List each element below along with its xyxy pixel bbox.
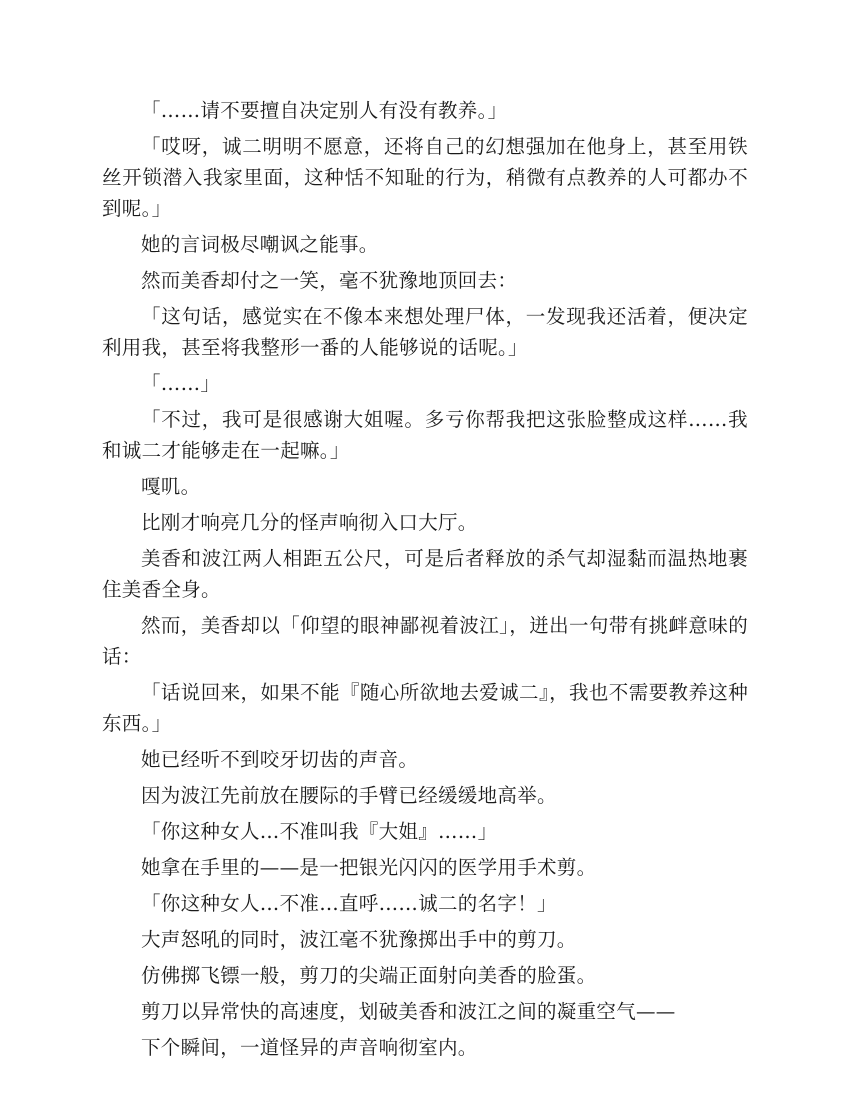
paragraph-7: 「不过，我可是很感谢大姐喔。多亏你帮我把这张脸整成这样……我和诚二才能够走在一起嘛。」 [102, 408, 748, 462]
paragraph-17: 「你这种女人…不准…直呼……诚二的名字！」 [141, 892, 557, 915]
paragraph-4: 然而美香却付之一笑，毫不犹豫地顶回去： [141, 269, 518, 292]
paragraph-14: 因为波江先前放在腰际的手臂已经缓缓地高举。 [141, 784, 557, 807]
paragraph-9: 比刚才响亮几分的怪声响彻入口大厅。 [141, 511, 478, 534]
body-text [102, 95, 748, 1068]
paragraph-20: 剪刀以异常快的高速度，划破美香和波江之间的凝重空气—— [141, 1000, 676, 1023]
paragraph-3: 她的言词极尽嘲讽之能事。 [141, 233, 379, 256]
paragraph-21: 下个瞬间，一道怪异的声音响彻室内。 [141, 1036, 478, 1059]
paragraph-2: 「哎呀，诚二明明不愿意，还将自己的幻想强加在他身上，甚至用铁丝开锁潜入我家里面，这种恬不知耻的行为，稍微有点教养的人可都办不到呢。」 [102, 135, 748, 220]
paragraph-18: 大声怒吼的同时，波江毫不犹豫掷出手中的剪刀。 [141, 928, 577, 951]
paragraph-1: 「……请不要擅自决定别人有没有教养。」 [141, 99, 508, 122]
paragraph-19: 仿佛掷飞镖一般，剪刀的尖端正面射向美香的脸蛋。 [141, 964, 597, 987]
paragraph-10: 美香和波江两人相距五公尺，可是后者释放的杀气却湿黏而温热地裹住美香全身。 [102, 547, 748, 601]
paragraph-11: 然而，美香却以「仰望的眼神鄙视着波江」，迸出一句带有挑衅意味的话： [102, 614, 748, 668]
paragraph-6: 「……」 [141, 372, 221, 395]
paragraph-15: 「你这种女人…不准叫我『大姐』……」 [141, 820, 498, 843]
paragraph-12: 「话说回来，如果不能『随心所欲地去爱诚二』，我也不需要教养这种东西。」 [102, 681, 748, 735]
paragraph-8: 嘎叽。 [141, 475, 201, 498]
paragraph-5: 「这句话，感觉实在不像本来想处理尸体，一发现我还活着，便决定利用我，甚至将我整形一番的人能够说的话呢。」 [102, 305, 748, 359]
paragraph-16: 她拿在手里的——是一把银光闪闪的医学用手术剪。 [141, 856, 597, 879]
paragraph-13: 她已经听不到咬牙切齿的声音。 [141, 748, 419, 771]
